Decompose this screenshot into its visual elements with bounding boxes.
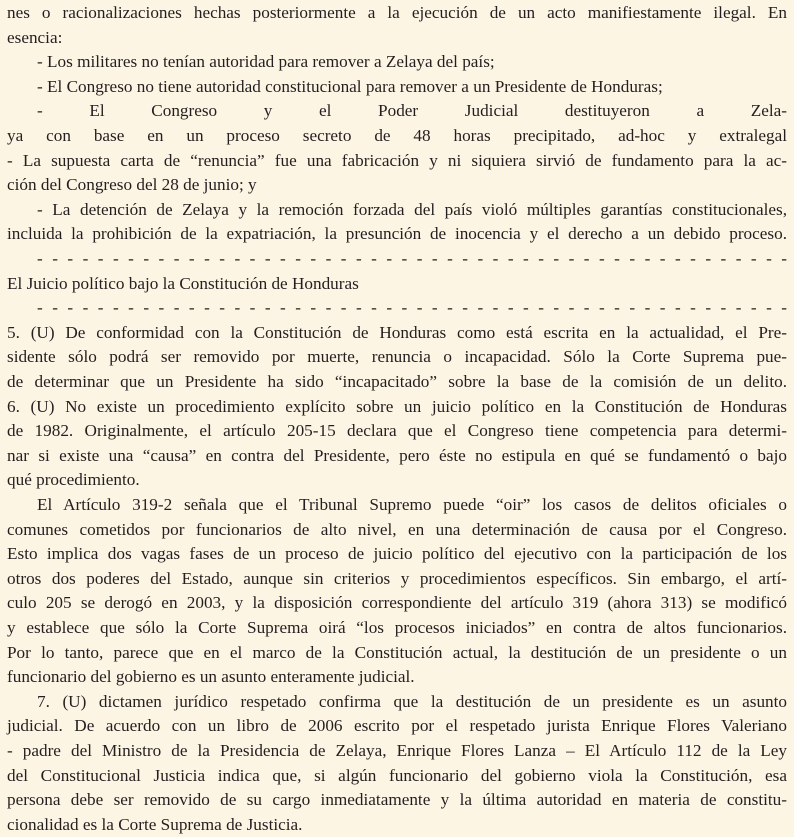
text-line: 7. (U) dictamen jurídico respetado confirma que la destitución de un presidente es un asunto (37, 691, 787, 711)
text-line: - Los militares no tenían autoridad para remover a Zelaya del país; (37, 52, 495, 72)
text-line: - padre del Ministro de la Presidencia de Zelaya, Enrique Flores Lanza – El Artículo 112 de la Ley (7, 741, 787, 760)
text-line: 6. (U) No existe un procedimiento explícito sobre un juicio político en la Constitución de Honduras (7, 396, 787, 416)
text-line: El Artículo 319-2 señala que el Tribunal Supremo puede “oir” los casos de delitos oficiales o (37, 495, 787, 514)
text-line: - La supuesta carta de “renuncia” fue una fabricación y ni siquiera sirvió de fundamento para la ac- (7, 150, 787, 170)
text-line: ya con base en un proceso secreto de 48 horas precipitado, ad-hoc y extralegal (7, 126, 787, 145)
text-line: Por lo tanto, parece que en el marco de la Constitución actual, la destitución de un presidente o un (7, 642, 787, 662)
text-line: Esto implica dos vagas fases de un proceso de juicio político del ejecutivo con la participación de los (7, 544, 787, 564)
dashed-separator: - - - - - - - - - - - - - - - - - - - - - - - - - - - - - - - - - - - - - - - - - - - - - - - - - - (37, 249, 787, 268)
text-line: esencia: (7, 27, 63, 47)
text-line: - El Congreso y el Poder Judicial destituyeron a Zela- (37, 101, 787, 121)
text-line: persona debe ser removido de su cargo inmediatamente y la última autoridad en materia de constitu- (7, 790, 787, 810)
text-line: ción del Congreso del 28 de junio; y (7, 175, 257, 195)
text-line: comunes cometidos por funcionarios de alto nivel, en una determinación de causa por el Congreso. (7, 519, 787, 539)
text-line: cionalidad es la Corte Suprema de Justicia. (7, 814, 303, 834)
text-line: funcionario del gobierno es un asunto enteramente judicial. (7, 667, 415, 687)
text-line: del Constitucional Justicia indica que, si algún funcionario del gobierno viola la Constitución, esa (7, 765, 787, 785)
text-line: nes o racionalizaciones hechas posteriormente a la ejecución de un acto manifiestamente ilegal. En (7, 3, 787, 22)
text-line: 5. (U) De conformidad con la Constitución de Honduras como está escrita en la actualidad, el Pre- (7, 322, 787, 342)
text-line: otros dos poderes del Estado, aunque sin criterios y procedimientos específicos. Sin embargo, el artí- (7, 568, 787, 588)
text-line: El Juicio político bajo la Constitución de Honduras (7, 273, 359, 293)
text-line: de determinar que un Presidente ha sido “incapacitado” sobre la base de la comisión de un delito. (7, 372, 787, 391)
text-line: nar si existe una “causa” en contra del Presidente, pero éste no estipula en qué se fundamentó o bajo (7, 445, 787, 465)
text-line: incluida la prohibición de la expatriación, la presunción de inocencia y el derecho a un debido proceso. (7, 224, 787, 244)
text-line: qué procedimiento. (7, 470, 140, 490)
text-line: - La detención de Zelaya y la remoción forzada del país violó múltiples garantías constitucionales, (37, 199, 787, 219)
text-line: culo 205 se derogó en 2003, y la disposición correspondiente del artículo 319 (ahora 313) se modificó (7, 593, 787, 613)
text-line: sidente sólo podrá ser removido por muerte, renuncia o incapacidad. Sólo la Corte Suprema pue- (7, 347, 787, 367)
text-line: de 1982. Originalmente, el artículo 205-15 declara que el Congreso tiene competencia para determi- (7, 421, 787, 441)
text-line: - El Congreso no tiene autoridad constitucional para remover a un Presidente de Honduras; (37, 76, 663, 96)
text-line: y establece que sólo la Corte Suprema oirá “los procesos iniciados” en contra de altos funcionarios. (7, 618, 787, 637)
text-line: judicial. De acuerdo con un libro de 2006 escrito por el respetado jurista Enrique Flores Valeriano (7, 716, 787, 736)
dashed-separator: - - - - - - - - - - - - - - - - - - - - - - - - - - - - - - - - - - - - - - - - - - - - - - - - - - (37, 298, 787, 318)
